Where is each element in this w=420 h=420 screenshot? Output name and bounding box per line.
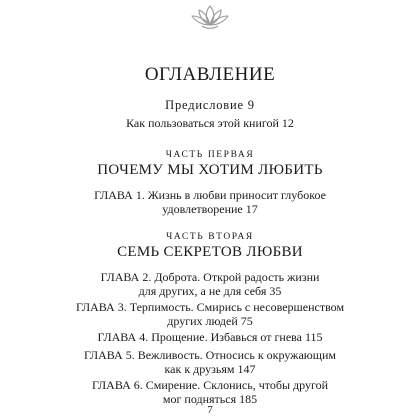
part-1-title: ПОЧЕМУ МЫ ХОТИМ ЛЮБИТЬ (97, 162, 323, 178)
toc-title: ОГЛАВЛЕНИЕ (144, 64, 276, 85)
part-2-title: СЕМЬ СЕКРЕТОВ ЛЮБВИ (117, 244, 303, 260)
chapter-line: мог подняться 185 (162, 392, 258, 406)
chapter-line: ГЛАВА 3. Терпимость. Смирись с несовершенством (75, 300, 345, 314)
toc-entry-chapter-6 (0, 378, 420, 406)
toc-entry-chapter-5 (0, 348, 420, 376)
chapter-line: для других, а не для себя 35 (138, 284, 282, 298)
toc-entry-how-to-use: Как пользоваться этой книгой 12 (126, 116, 294, 130)
lotus-icon (188, 3, 232, 31)
chapter-line: ГЛАВА 6. Смирение. Склонись, чтобы другой (91, 378, 328, 392)
toc-entry-chapter-2 (0, 270, 420, 298)
chapter-line: ГЛАВА 5. Вежливость. Относись к окружающим (83, 348, 337, 362)
toc-entry-chapter-4 (0, 330, 420, 344)
chapter-line: ГЛАВА 4. Прощение. Избавься от гнева 115 (97, 330, 323, 344)
toc-entry-chapter-1 (0, 188, 420, 216)
part-2-label: ЧАСТЬ ВТОРАЯ (166, 232, 254, 242)
toc-entry-chapter-3 (0, 300, 420, 328)
page-number: 7 (207, 404, 213, 416)
toc-entry-preface: Предисловие 9 (165, 98, 255, 112)
chapter-line: удовлетворение 17 (162, 202, 258, 216)
chapter-line: ГЛАВА 1. Жизнь в любви приносит глубокое (94, 188, 326, 202)
chapter-line: как к друзьям 147 (164, 362, 256, 376)
chapter-line: других людей 75 (167, 314, 253, 328)
part-1-label: ЧАСТЬ ПЕРВАЯ (165, 150, 255, 160)
chapter-line: ГЛАВА 2. Доброта. Открой радость жизни (100, 270, 320, 284)
